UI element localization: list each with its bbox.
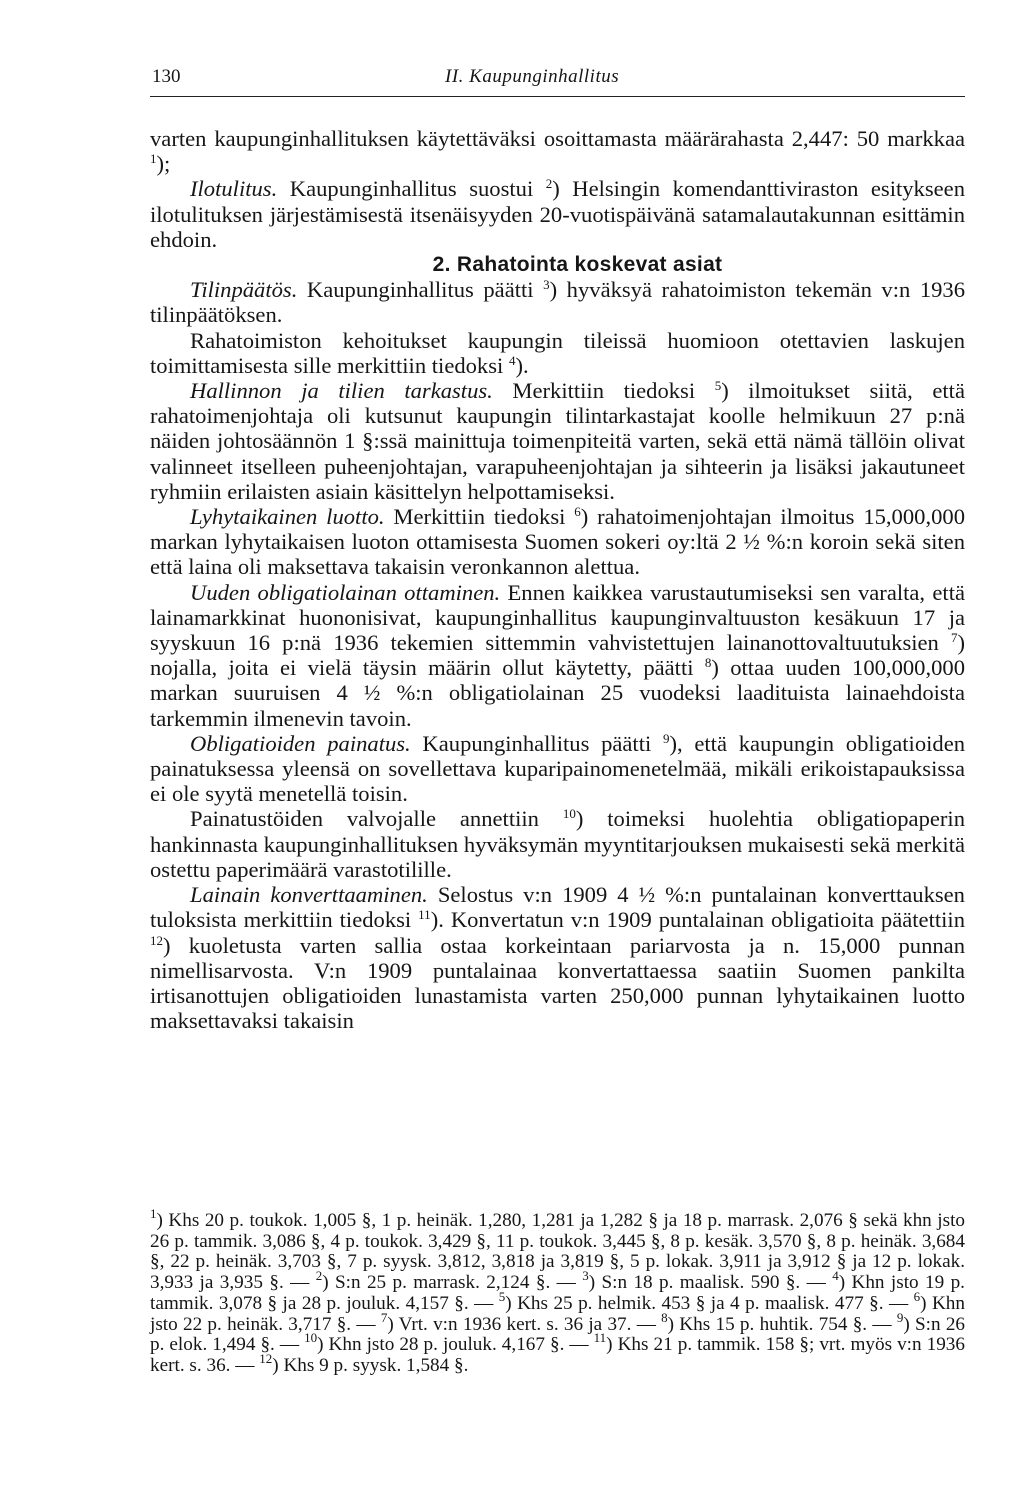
fraction: ½ [638,882,656,908]
footnote-text: ) Khn jsto 28 p. jouluk. 4,167 §. — [317,1334,594,1356]
footnotes [150,1206,966,1377]
paragraph-title: Tilinpäätös. [190,277,298,303]
paragraph-lyhytaikainen: Lyhytaikainen luotto. Merkittiin tiedoksi $^6$) rahatoimenjohtajan ilmoitus 15,000,000 markan lyhytaikaisen luoton ottamisesta Suomen sokeri oy:ltä 2 ½ %:n koroin sekä siten että laina oli maksettava takaisin veronkannon alettua. [150,504,965,580]
fraction: ½ [743,529,760,555]
paragraph-ilotulitus: Ilotulitus. Kaupunginhallitus suostui $^2$) Helsingin komendanttiviraston esitykseen ilotulituksen järjestämisestä itsenäisyyden 20-vuotispäivänä satamalautakunnan esittämin ehdoin. [150,176,965,252]
footnote-text: ) Khs 15 p. huhtik. 754 §. — [667,1313,897,1335]
footnote-ref: 11 [418,907,431,923]
footnote-marker: 1 [150,1206,157,1221]
footnote-marker: 3 [582,1268,589,1284]
footnote-text: ) Khn jsto 19 p. tammik. 3,078 § ja 28 p. jouluk. 4,157 §. — [150,1272,965,1314]
footnote-ref: 8 [704,655,712,671]
paragraph-title: Hallinnon ja tilien tarkastus. [190,378,493,404]
footnote-marker: 7 [380,1309,388,1325]
footnote-ref: 12 [150,932,163,948]
footnote-ref: 9 [662,730,670,746]
paragraph-title: Lyhytaikainen luotto. [190,504,385,530]
footnote-ref: 4 [508,352,516,368]
footnote-ref: 5 [714,378,722,394]
footnote-marker: 8 [661,1309,668,1325]
paragraph-uuden-obligatiolainan: Uuden obligatiolainan ottaminen. Ennen kaikkea varustautumiseksi sen varalta, että lainamarkkinat huononisivat, kaupunginhallitus kaupunginvaltuuston kesäkuun 17 ja syyskuun 16 p:nä 1936 tekemien sittemmin vahvistettujen lainanottovaltuutuksien $^7$) nojalla, joita ei vielä täysin määrin ollut käytetty, päätti $^8$) ottaa uuden 100,000,000 markan suuruisen 4 ½ %:n obligatiolainan 25 vuodeksi laadituista lainaehdoista tarkemmin ilmenevin tavoin. [150,579,966,731]
running-title: II. Kaupunginhallitus [445,66,620,87]
footnote-text: ) S:n 25 p. marrask. 2,124 §. — [322,1272,583,1294]
footnote-text: ) S:n 26 p. elok. 1,494 §. — [150,1313,966,1356]
footnote-ref: 1 [150,151,157,167]
page-header [150,66,965,97]
paragraph-title: Lainain konverttaaminen. [190,882,428,908]
paragraph-valvoja: Painatustöiden valvojalle annettiin $^{10}$) toimeksi huolehtia obligatiopaperin hankinnasta kaupunginhallituksen hyväksymän myyntitarjouksen mukaisesti sekä merkitä ostettu paperimäärä varastotilille. [150,806,965,882]
paragraph-hallinnon: Hallinnon ja tilien tarkastus. Merkittiin tiedoksi $^5$) ilmoitukset siitä, että rahatoimenjohtaja oli kutsunut kaupungin tilintarkastajat koolle helmikuun 27 p:nä näiden johtosäännön 1 §:ssä mainittuja toimenpiteitä varten, sekä että nämä tällöin olivat valinneet itselleen puheenjohtajan, varapuheenjohtajan ja sihteerin ja lisäksi jakautuneet ryhmiin erilaisten asiain käsittelyn helpottamiseksi. [150,378,965,504]
footnote-marker: 10 [304,1330,318,1346]
footnote-ref: 2 [545,176,553,192]
paragraph-tilinpaatos: Tilinpäätös. Kaupunginhallitus päätti $^3$) hyväksyä rahatoimiston tekemän v:n 1936 tilinpäätöksen. [150,277,966,328]
paragraph-title: Obligatioiden painatus. [190,730,411,756]
footnote-marker: 6 [913,1288,921,1304]
footnote-text: ) S:n 18 p. maalisk. 590 §. — [588,1272,833,1294]
paragraph-title: Ilotulitus. [190,176,278,202]
footnote-ref: 10 [562,806,576,822]
footnote-marker: 4 [832,1268,839,1284]
body-text [150,126,965,1033]
footnote-marker: 9 [896,1309,904,1325]
footnote-marker: 12 [259,1350,273,1366]
footnote-text: ) Khn jsto 22 p. heinäk. 3,717 §. — [150,1292,965,1335]
paragraph-intro: varten kaupunginhallituksen käytettäväksi osoittamasta määrärahasta 2,447: 50 markkaa $^1$); [150,126,965,177]
footnote-text: ) Khs 21 p. tammik. 158 §; vrt. myös v:n 1936 kert. s. 36. — [150,1334,965,1376]
footnote-ref: 3 [543,277,550,293]
paragraph-title: Uuden obligatiolainan ottaminen. [190,579,501,605]
paragraph-kehoitukset: Rahatoimiston kehoitukset kaupungin tileissä huomioon otettavien laskujen toimittamisesta sille merkittiin tiedoksi $^4$). [150,327,965,378]
paragraph-konverttaaminen: Lainain konverttaaminen. Selostus v:n 1909 4 ½ %:n puntalainan konverttauksen tuloksista merkittiin tiedoksi $^{11}$). Konvertatun v:n 1909 puntalainan obligatioita päätettiin $^{12}$) kuoletusta varten sallia ostaa korkeintaan pariarvosta ja n. 15,000 punnan nimellisarvosta. V:n 1909 puntalainaa konvertattaessa saatiin Suomen pankilta irtisanottujen obligatioiden lunastamista varten 250,000 punnan lyhytaikainen luotto maksettavaksi takaisin [150,882,965,1034]
footnote-ref: 6 [574,504,581,520]
footnote-marker: 5 [498,1288,506,1304]
footnote-text: ) Vrt. v:n 1936 kert. s. 36 ja 37. — [387,1313,662,1335]
fraction: ½ [363,680,381,706]
footnote-text: ) Khs 25 p. helmik. 453 § ja 4 p. maalisk. 477 §. — [505,1292,914,1314]
footnote-ref: 7 [950,630,958,646]
footnote-text: ) Khs 20 p. toukok. 1,005 §, 1 p. heinäk. 1,280, 1,281 ja 1,282 § ja 18 p. marrask. 2,076 § sekä khn jsto 26 p. tammik. 3,086 §, 4 p. toukok. 3,429 §, 11 p. toukok. 3,445 §, 8 p. kesäk. 3,570 §, 8 p. heinäk. 3,684 §, 22 p. heinäk. 3,703 §, 7 p. syysk. 3,812, 3,818 ja 3,819 §, 5 p. lokak. 3,911 ja 3,912 § ja 12 p. lokak. 3,933 ja 3,935 §. — [150,1210,965,1294]
footnote-text: ) Khs 9 p. syysk. 1,584 §. [272,1354,469,1376]
page-number: 130 [152,66,181,87]
footnote-marker: 11 [593,1330,607,1346]
paragraph-painatus: Obligatioiden painatus. Kaupunginhallitus päätti $^9$), että kaupungin obligatioiden painatuksessa yleensä on sovellettava kuparipainomenetelmää, mikäli erikoistapauksissa ei ole syytä menetellä toisin. [150,730,966,807]
section-heading: 2. Rahatointa koskevat asiat [432,253,723,277]
footnote-marker: 2 [315,1268,323,1284]
